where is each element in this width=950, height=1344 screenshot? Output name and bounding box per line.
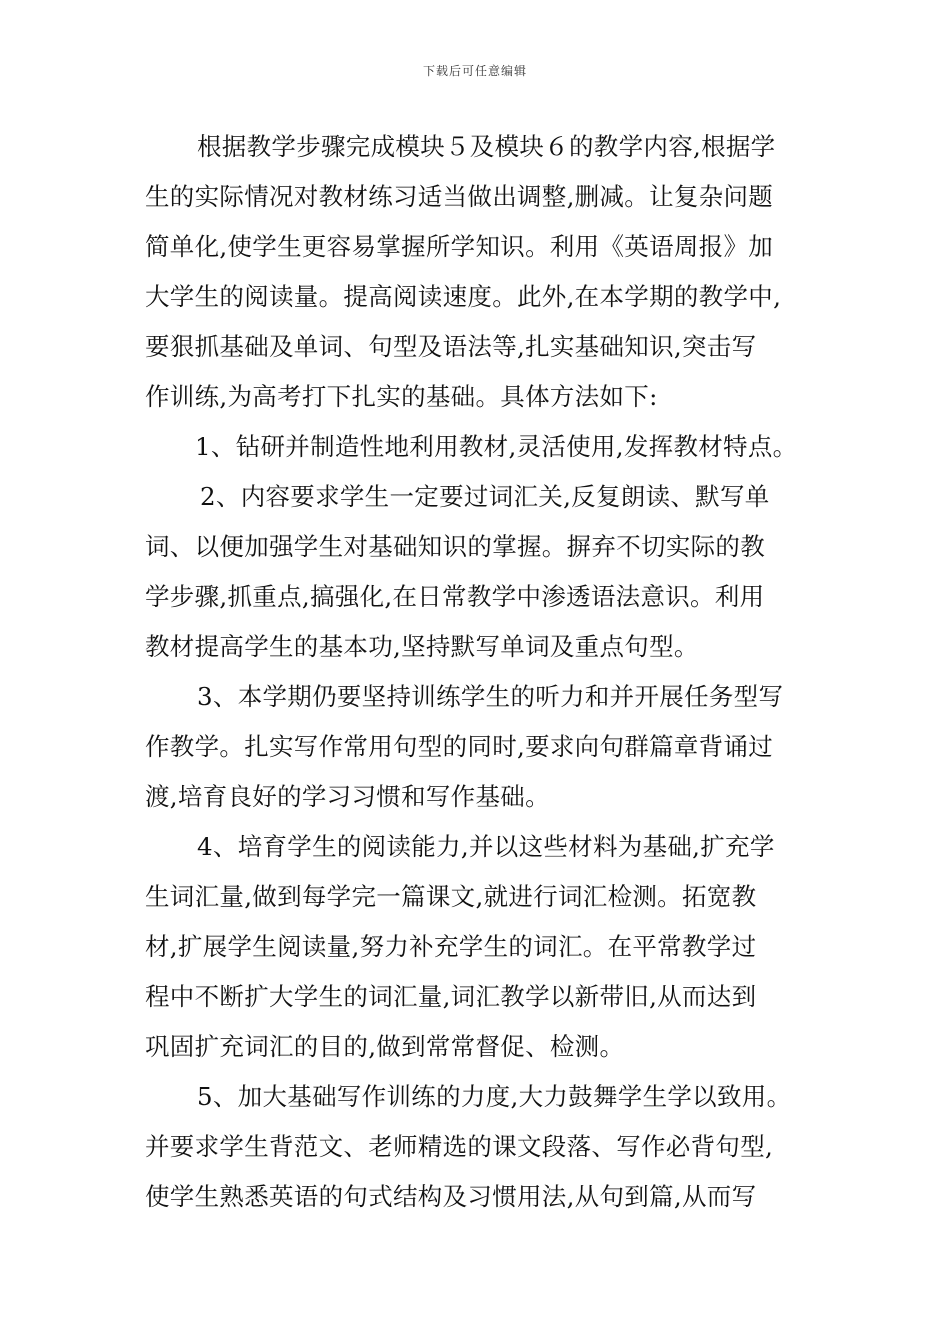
paragraph-line: 程中不断扩大学生的词汇量,词汇教学以新带旧,从而达到 <box>145 982 757 1011</box>
paragraph-line: 巩固扩充词汇的目的,做到常常督促、检测。 <box>145 1032 625 1061</box>
paragraph-line: 教材提高学生的基本功,坚持默写单词及重点句型。 <box>145 632 699 661</box>
page-header: 下载后可任意编辑 <box>422 64 527 78</box>
paragraph-line: 大学生的阅读量。提高阅读速度。此外,在本学期的教学中, <box>145 282 782 311</box>
paragraph-line: 并要求学生背范文、老师精选的课文段落、写作必背句型, <box>145 1132 774 1161</box>
paragraph-line: 要狠抓基础及单词、句型及语法等,扎实基础知识,突击写 <box>145 332 757 361</box>
paragraph-line: 生的实际情况对教材练习适当做出调整,删减。让复杂问题 <box>145 182 774 211</box>
list-item-2: 2、内容要求学生一定要过词汇关,反复朗读、默写单 <box>200 482 770 511</box>
paragraph-line: 渡,培育良好的学习习惯和写作基础。 <box>145 782 550 811</box>
paragraph-line: 学步骤,抓重点,搞强化,在日常教学中渗透语法意识。利用 <box>145 582 765 611</box>
paragraph-line: 作训练,为高考打下扎实的基础。具体方法如下: <box>145 382 658 411</box>
paragraph-line: 作教学。扎实写作常用句型的同时,要求向句群篇章背诵过 <box>145 732 774 761</box>
paragraph-line: 词、以便加强学生对基础知识的掌握。摒弃不切实际的教 <box>145 532 765 561</box>
paragraph-line: 简单化,使学生更容易掌握所学知识。利用《英语周报》加 <box>145 232 774 261</box>
paragraph-line: 使学生熟悉英语的句式结构及习惯用法,从句到篇,从而写 <box>145 1182 757 1211</box>
paragraph-line: 生词汇量,做到每学完一篇课文,就进行词汇检测。拓宽教 <box>145 882 757 911</box>
list-item-3: 3、本学期仍要坚持训练学生的听力和并开展任务型写 <box>197 682 784 711</box>
paragraph-line: 材,扩展学生阅读量,努力补充学生的词汇。在平常教学过 <box>145 932 757 961</box>
list-item-1: 1、钻研并制造性地利用教材,灵活使用,发挥教材特点。 <box>195 432 798 461</box>
document-body <box>145 122 825 1222</box>
list-item-4: 4、培育学生的阅读能力,并以这些材料为基础,扩充学 <box>197 832 775 861</box>
list-item-5: 5、加大基础写作训练的力度,大力鼓舞学生学以致用。 <box>197 1082 792 1111</box>
paragraph-line: 根据教学步骤完成模块５及模块６的教学内容,根据学 <box>197 132 776 161</box>
